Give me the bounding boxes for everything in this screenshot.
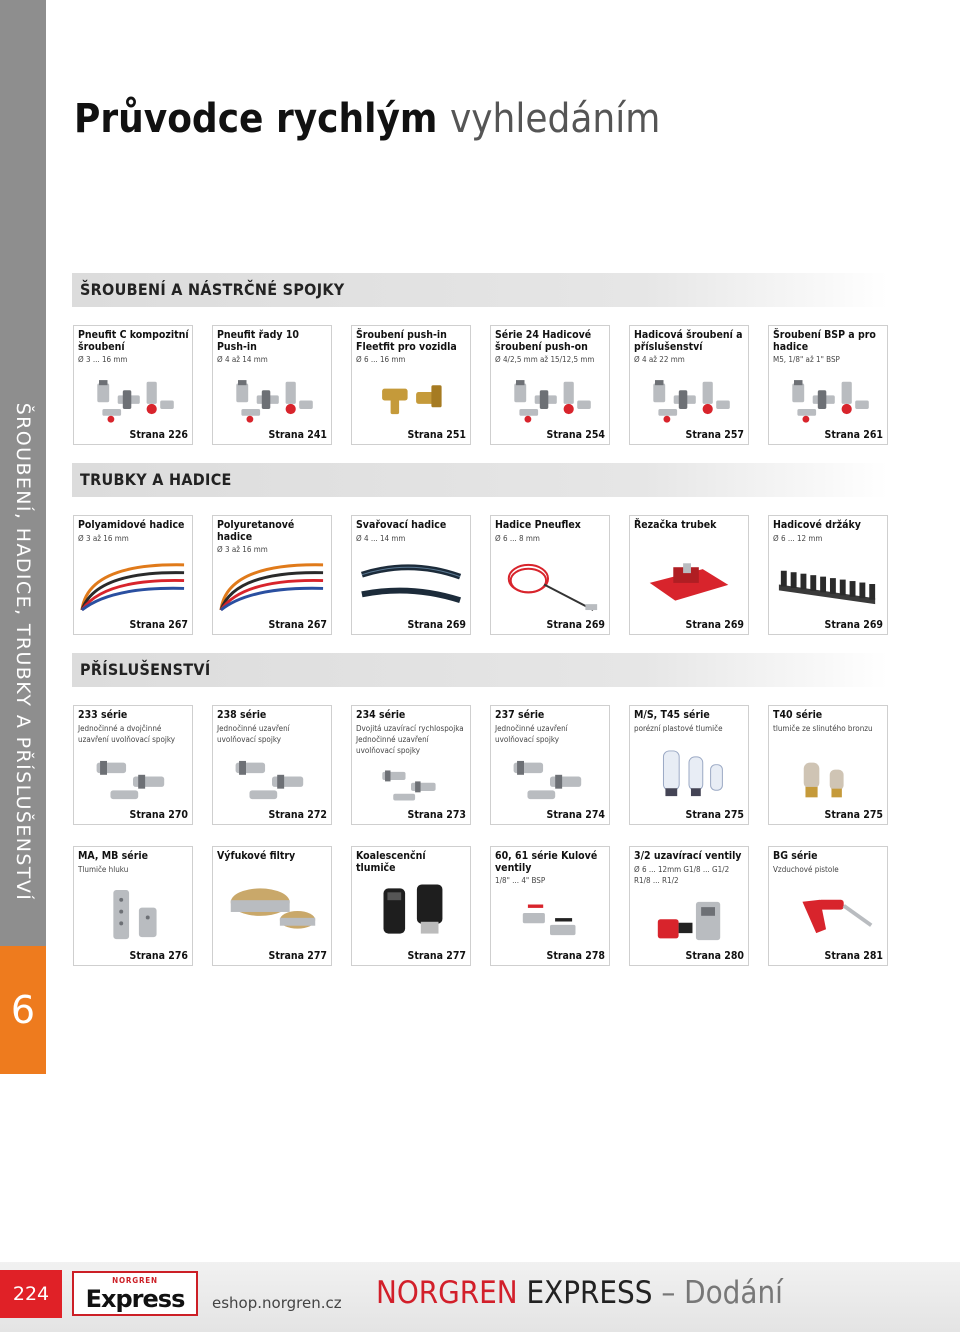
- product-card[interactable]: [490, 846, 610, 966]
- product-name: Polyamidové hadice: [78, 519, 185, 531]
- product-title: [78, 520, 189, 544]
- product-title: [634, 851, 745, 886]
- claim-express: EXPRESS: [526, 1275, 653, 1311]
- product-name: Hadice Pneuflex: [495, 519, 581, 531]
- product-card[interactable]: [73, 515, 193, 635]
- product-title: [356, 851, 467, 875]
- product-name: 3/2 uzavírací ventily: [634, 850, 742, 862]
- product-page-ref[interactable]: Strana 281: [824, 950, 883, 962]
- section-heading-tubing: TRUBKY A HADICE: [72, 463, 888, 497]
- fittings-icon: [78, 375, 188, 426]
- ball-valve-icon: [495, 896, 605, 947]
- product-name: Výfukové filtry: [217, 850, 296, 862]
- product-page-ref[interactable]: Strana 280: [685, 950, 744, 962]
- product-title: [634, 710, 745, 734]
- product-card[interactable]: [351, 705, 471, 825]
- product-title: [78, 330, 189, 365]
- silencer-icon: [634, 743, 744, 806]
- product-subtitle: Ø 6 ... 12mm G1/8 ... G1/2 R1/8 ... R1/2: [634, 864, 730, 885]
- product-title: [495, 710, 606, 745]
- product-subtitle: Ø 3 ... 16 mm: [78, 355, 128, 364]
- product-subtitle: M5, 1/8" až 1" BSP: [773, 355, 840, 364]
- product-title: [495, 330, 606, 365]
- footer-claim: [376, 1275, 783, 1311]
- product-title: [217, 330, 328, 365]
- product-subtitle: Ø 6 ... 8 mm: [495, 533, 540, 543]
- product-name: 238 série: [217, 709, 267, 721]
- product-name: Svařovací hadice: [356, 519, 447, 531]
- product-card[interactable]: [768, 846, 888, 966]
- product-page-ref[interactable]: Strana 241: [268, 429, 327, 441]
- product-title: [356, 710, 467, 756]
- norgren-express-logo: [72, 1271, 198, 1316]
- product-page-ref[interactable]: Strana 273: [407, 809, 466, 821]
- tubing-icon: [217, 553, 327, 616]
- hose-holder-icon: [773, 553, 883, 616]
- product-card[interactable]: [629, 325, 749, 445]
- product-subtitle: porézní plastové tlumiče: [634, 723, 723, 733]
- claim-norgren: NORGREN: [376, 1275, 518, 1311]
- fittings-icon: [217, 375, 327, 426]
- product-card[interactable]: [629, 515, 749, 635]
- product-page-ref[interactable]: Strana 278: [546, 950, 605, 962]
- product-card[interactable]: [351, 515, 471, 635]
- product-name: BG série: [773, 850, 818, 862]
- product-card[interactable]: [629, 846, 749, 966]
- product-subtitle: Ø 3 až 16 mm: [78, 533, 129, 543]
- coiled-hose-icon: [495, 553, 605, 616]
- product-card[interactable]: [629, 705, 749, 825]
- product-page-ref[interactable]: Strana 257: [685, 429, 744, 441]
- product-subtitle: Ø 3 až 16 mm: [217, 545, 268, 554]
- product-page-ref[interactable]: Strana 254: [546, 429, 605, 441]
- coupling-icon: [356, 765, 466, 806]
- product-page-ref[interactable]: Strana 277: [407, 950, 466, 962]
- product-card[interactable]: [768, 515, 888, 635]
- product-page-ref[interactable]: Strana 267: [129, 619, 188, 631]
- product-page-ref[interactable]: Strana 274: [546, 809, 605, 821]
- product-card[interactable]: [212, 515, 332, 635]
- product-subtitle: Jednočinné a dvojčinné uzavření uvolňovací spojky: [78, 723, 176, 744]
- product-title: [495, 851, 606, 886]
- product-card[interactable]: [351, 846, 471, 966]
- muffler-icon: [78, 884, 188, 947]
- product-page-ref[interactable]: Strana 275: [685, 809, 744, 821]
- page-number: 224: [0, 1270, 62, 1318]
- shutoff-valve-icon: [634, 895, 744, 947]
- title-light: vyhledáním: [449, 96, 661, 142]
- product-page-ref[interactable]: Strana 269: [546, 619, 605, 631]
- product-page-ref[interactable]: Strana 270: [129, 809, 188, 821]
- product-page-ref[interactable]: Strana 272: [268, 809, 327, 821]
- product-title: [217, 520, 328, 555]
- product-subtitle: Ø 4 až 22 mm: [634, 355, 685, 364]
- product-subtitle: 1/8" ... 4" BSP: [495, 876, 546, 885]
- product-subtitle: Ø 6 ... 12 mm: [773, 533, 823, 543]
- product-title: [356, 330, 467, 365]
- product-title: [773, 851, 884, 875]
- product-subtitle: Vzduchové pistole: [773, 864, 839, 874]
- product-page-ref[interactable]: Strana 226: [129, 429, 188, 441]
- product-page-ref[interactable]: Strana 251: [407, 429, 466, 441]
- product-page-ref[interactable]: Strana 269: [685, 619, 744, 631]
- product-name: T40 série: [773, 709, 823, 721]
- product-name: Pneufit řady 10 Push-in: [217, 329, 299, 353]
- exhaust-filter-icon: [217, 873, 327, 947]
- product-name: M/S, T45 série: [634, 709, 710, 721]
- claim-delivery: – Dodání: [661, 1275, 783, 1311]
- product-page-ref[interactable]: Strana 275: [824, 809, 883, 821]
- page-title: [74, 96, 660, 142]
- bronze-silencer-icon: [773, 754, 883, 806]
- side-chapter-label: ŠROUBENÍ, HADICE, TRUBKY A PŘÍSLUŠENSTVÍ: [12, 402, 34, 902]
- product-card[interactable]: [73, 325, 193, 445]
- welding-hose-icon: [356, 553, 466, 616]
- product-subtitle: tlumiče ze slinutého bronzu: [773, 723, 873, 733]
- product-card[interactable]: [212, 325, 332, 445]
- product-subtitle: Ø 4/2,5 mm až 15/12,5 mm: [495, 355, 595, 364]
- product-card[interactable]: [351, 325, 471, 445]
- coupling-icon: [78, 754, 188, 806]
- blow-gun-icon: [773, 884, 883, 947]
- product-title: [773, 330, 884, 365]
- product-name: Řezačka trubek: [634, 519, 717, 531]
- product-subtitle: Dvojitá uzavírací rychlospojka Jednočinné uzavření uvolňovací spojky: [356, 723, 464, 755]
- logo-brand: NORGREN: [112, 1276, 158, 1285]
- product-title: [773, 710, 884, 734]
- product-name: MA, MB série: [78, 850, 149, 862]
- product-subtitle: Jednočinné uzavření uvolňovací spojky: [217, 723, 290, 744]
- product-subtitle: Tlumiče hluku: [78, 864, 129, 874]
- product-subtitle: Ø 4 až 14 mm: [217, 355, 268, 364]
- product-card[interactable]: [73, 705, 193, 825]
- product-subtitle: Ø 4 ... 14 mm: [356, 533, 406, 543]
- product-card[interactable]: [212, 846, 332, 966]
- product-title: [634, 330, 745, 365]
- product-name: 234 série: [356, 709, 406, 721]
- product-name: 60, 61 série Kulové ventily: [495, 850, 598, 874]
- product-page-ref[interactable]: Strana 267: [268, 619, 327, 631]
- product-title: [356, 520, 467, 544]
- product-title: [634, 520, 745, 533]
- product-name: Šroubení push-in Fleetfit pro vozidla: [356, 329, 457, 353]
- logo-wordmark: Express: [85, 1285, 185, 1313]
- section-heading-fittings: ŠROUBENÍ A NÁSTRČNÉ SPOJKY: [72, 273, 888, 307]
- product-name: Koalescenční tlumiče: [356, 850, 426, 874]
- brass-fittings-icon: [356, 375, 466, 426]
- tubing-icon: [78, 553, 188, 616]
- product-subtitle: Jednočinné uzavření uvolňovací spojky: [495, 723, 568, 744]
- product-card[interactable]: [768, 325, 888, 445]
- product-page-ref[interactable]: Strana 261: [824, 429, 883, 441]
- product-page-ref[interactable]: Strana 276: [129, 950, 188, 962]
- product-card[interactable]: [490, 705, 610, 825]
- product-name: Hadicová šroubení a příslušenství: [634, 329, 743, 353]
- product-title: [217, 851, 328, 864]
- product-card[interactable]: [490, 515, 610, 635]
- product-card[interactable]: [768, 705, 888, 825]
- product-name: Série 24 Hadicové šroubení push-on: [495, 329, 592, 353]
- product-card[interactable]: [490, 325, 610, 445]
- product-name: Šroubení BSP a pro hadice: [773, 329, 876, 353]
- product-name: Pneufit C kompozitní šroubení: [78, 329, 189, 353]
- product-name: Polyuretanové hadice: [217, 519, 295, 543]
- product-card[interactable]: [212, 705, 332, 825]
- section-heading-accessories: PŘÍSLUŠENSTVÍ: [72, 653, 888, 687]
- footer-url[interactable]: eshop.norgren.cz: [212, 1294, 342, 1312]
- product-page-ref[interactable]: Strana 269: [824, 619, 883, 631]
- tube-cutter-icon: [634, 542, 744, 616]
- product-subtitle: Ø 6 ... 16 mm: [356, 355, 406, 364]
- product-title: [773, 520, 884, 544]
- product-title: [217, 710, 328, 745]
- product-title: [78, 851, 189, 875]
- product-title: [495, 520, 606, 544]
- fittings-icon: [773, 375, 883, 426]
- fittings-icon: [634, 375, 744, 426]
- product-page-ref[interactable]: Strana 277: [268, 950, 327, 962]
- product-name: 233 série: [78, 709, 128, 721]
- product-page-ref[interactable]: Strana 269: [407, 619, 466, 631]
- product-name: 237 série: [495, 709, 545, 721]
- title-bold: Průvodce rychlým: [74, 96, 438, 142]
- coalescing-silencer-icon: [356, 873, 466, 947]
- fittings-icon: [495, 375, 605, 426]
- product-card[interactable]: [73, 846, 193, 966]
- coupling-icon: [217, 754, 327, 806]
- product-name: Hadicové držáky: [773, 519, 861, 531]
- coupling-icon: [495, 754, 605, 806]
- chapter-number: 6: [0, 946, 46, 1074]
- product-title: [78, 710, 189, 745]
